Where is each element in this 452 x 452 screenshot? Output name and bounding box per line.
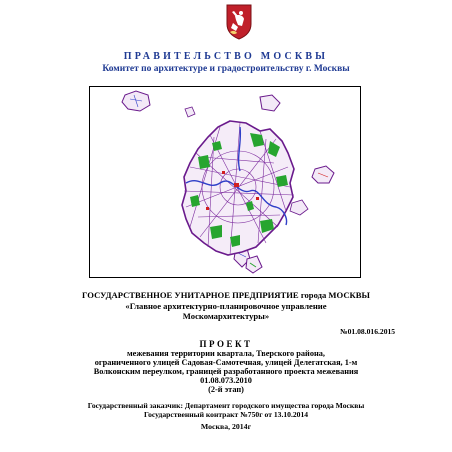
moscow-map-drawing xyxy=(90,87,362,279)
moscow-coat-of-arms-icon xyxy=(226,4,252,40)
organization-line-3: Москомархитектуры» xyxy=(182,311,270,321)
organization-line-1: ГОСУДАРСТВЕННОЕ УНИТАРНОЕ ПРЕДПРИЯТИЕ города МОСКВЫ xyxy=(82,290,370,300)
customer-info xyxy=(0,401,452,419)
committee-name: Комитет по архитектуре и градостроительству г. Москвы xyxy=(102,64,350,74)
project-label: ПРОЕКТ xyxy=(199,339,253,349)
project-line-1: межевания территории квартала, Тверского района, xyxy=(127,349,325,358)
document-number: №01.08.016.2015 xyxy=(340,327,396,336)
project-line-3: Волконским переулком, границей разработанного проекта межевания xyxy=(93,367,359,376)
project-description xyxy=(0,349,452,394)
moscow-map xyxy=(89,86,361,278)
project-line-5: (2-й этап) xyxy=(208,385,244,394)
customer-line-2: Государственный контракт №750г от 13.10.2014 xyxy=(143,410,309,419)
place-and-year: Москва, 2014г xyxy=(200,422,252,431)
project-line-2: ограниченного улицей Садовая-Самотечная, улицей Делегатская, 1-м xyxy=(94,358,358,367)
organization-name xyxy=(0,290,452,322)
government-title: ПРАВИТЕЛЬСТВО МОСКВЫ xyxy=(123,51,329,62)
organization-line-2: «Главное архитектурно-планировочное управление xyxy=(125,300,327,311)
customer-line-1: Государственный заказчик: Департамент городского имущества города Москвы xyxy=(87,401,365,410)
project-line-4: 01.08.073.2010 xyxy=(200,376,252,385)
